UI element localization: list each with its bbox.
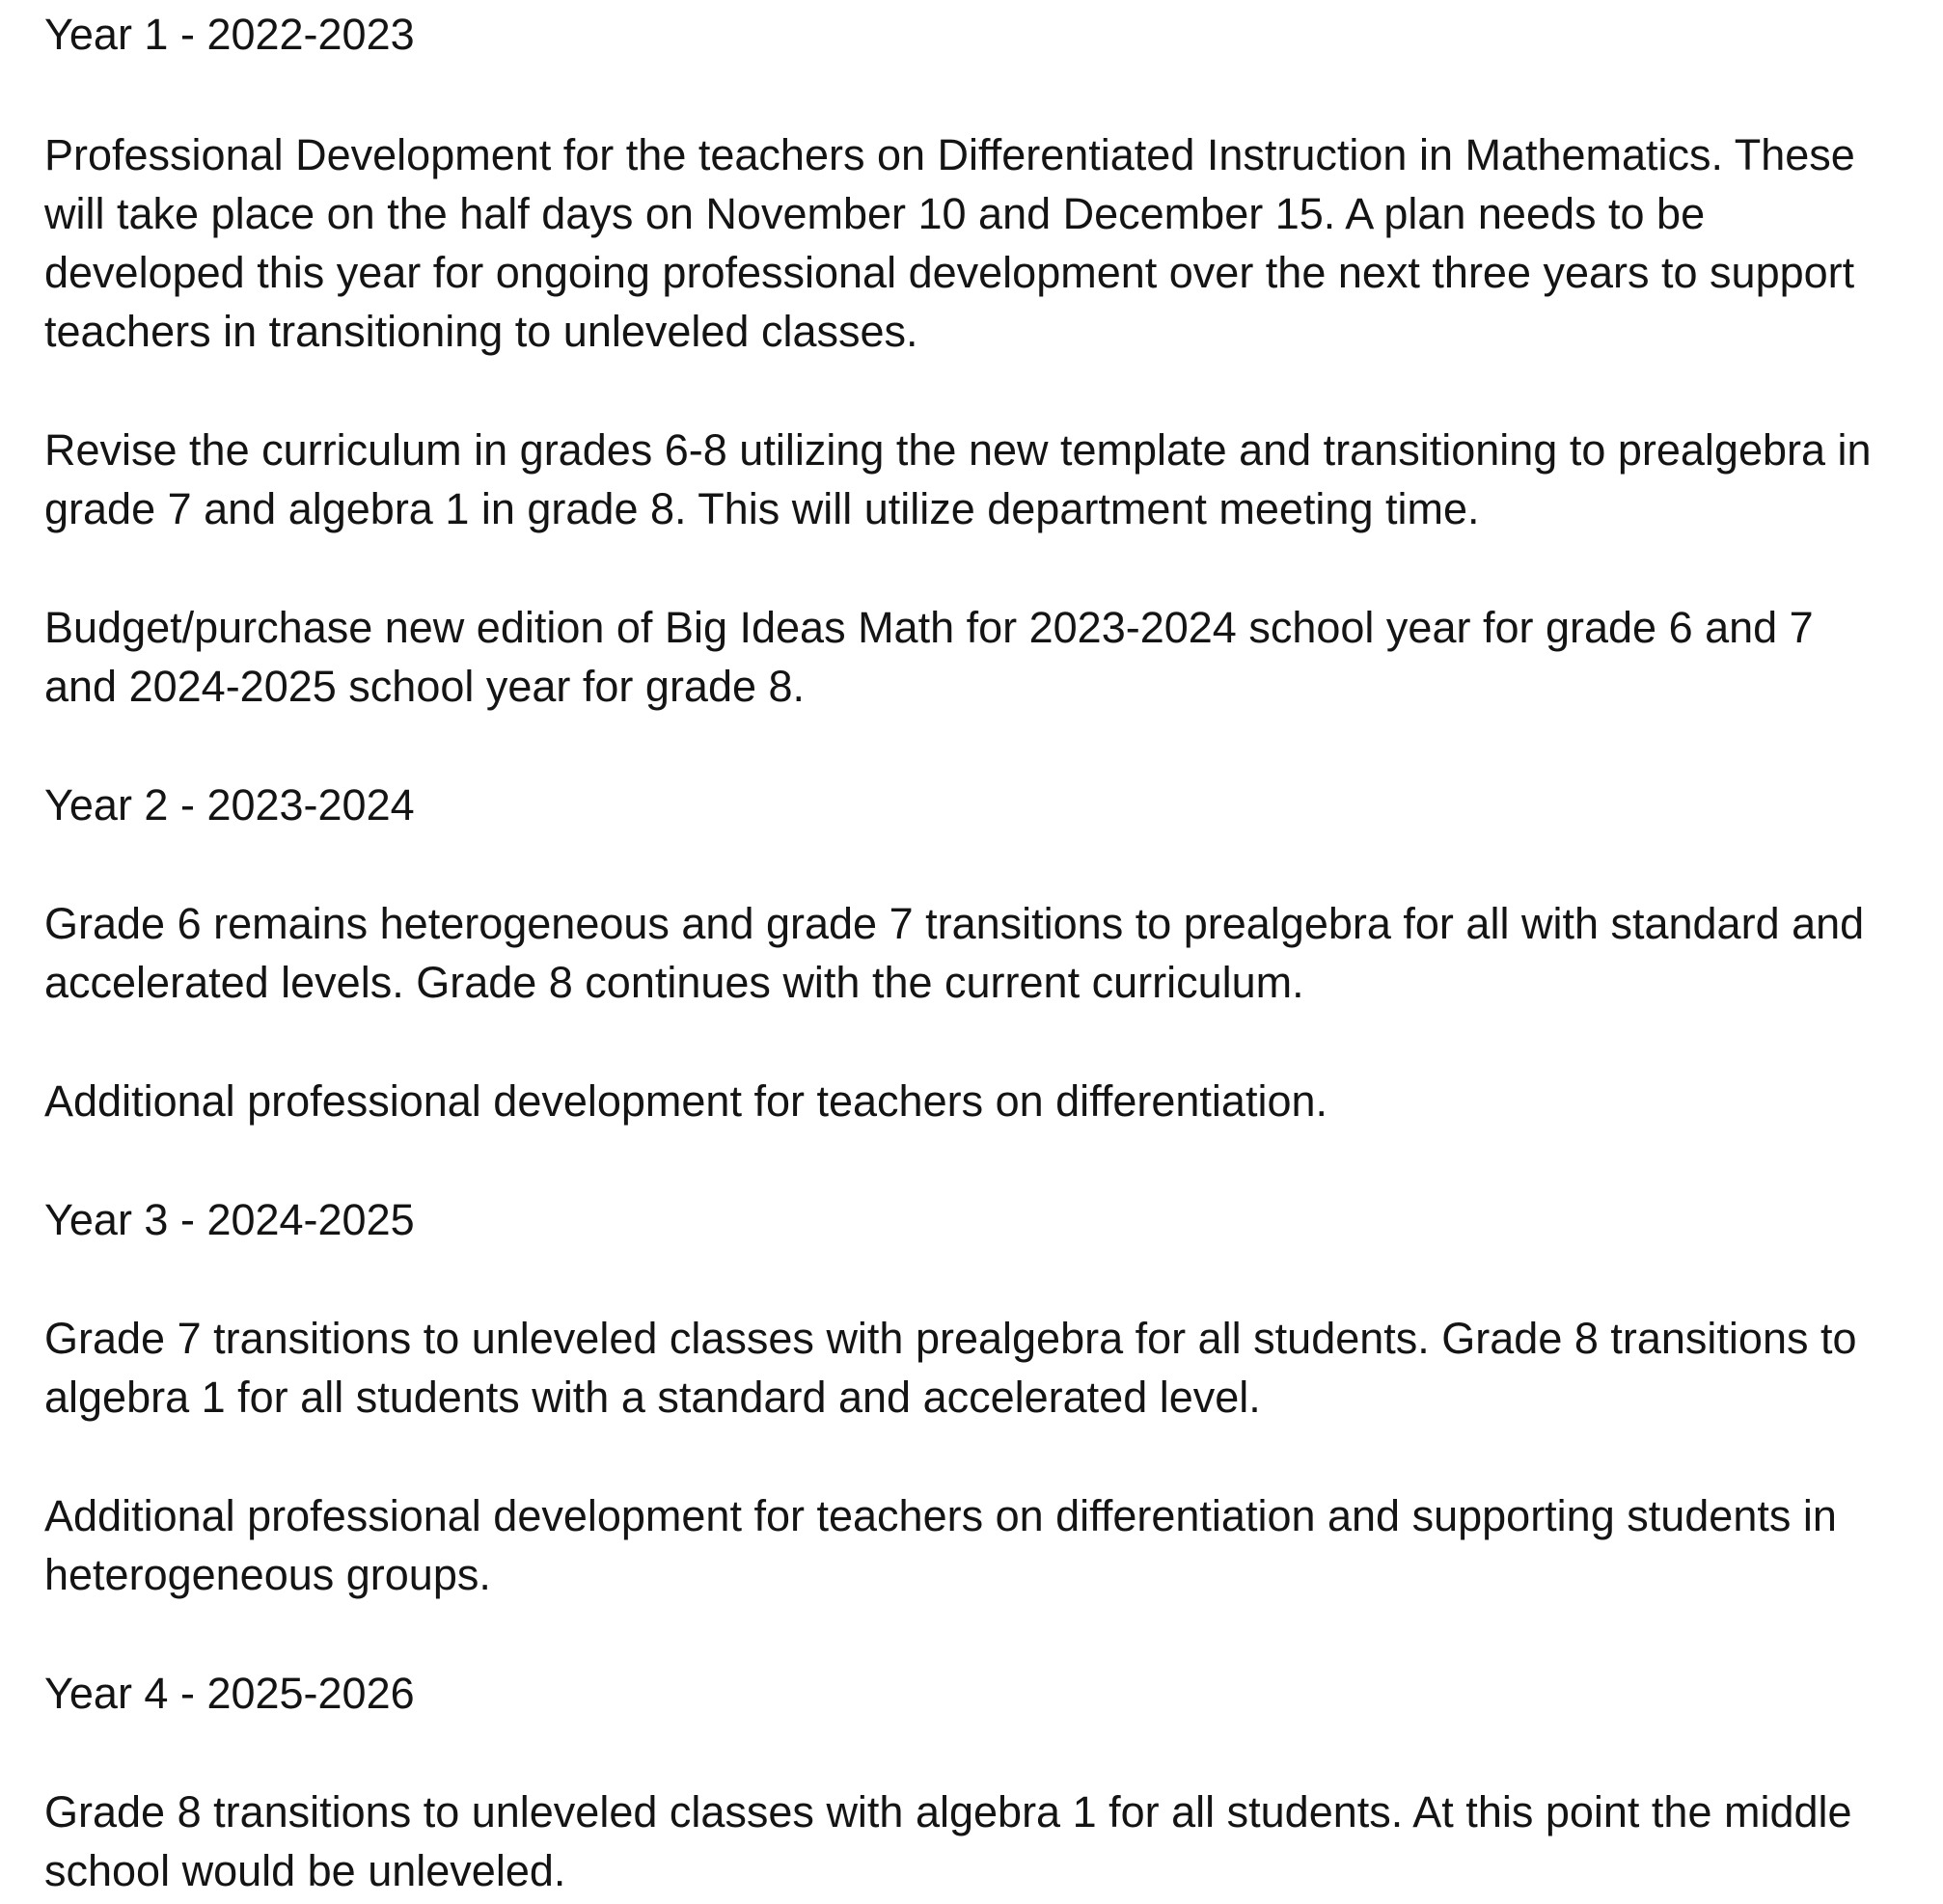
year-1-para-1-line-4: teachers in transitioning to unleveled classes. <box>44 307 918 356</box>
year-1-heading: Year 1 - 2022-2023 <box>44 10 415 59</box>
year-3-para-1-line-1: Grade 7 transitions to unleveled classes with prealgebra for all students. Grade 8 transitions to <box>44 1314 1857 1363</box>
year-3-para-2-line-1: Additional professional development for teachers on differentiation and supporting students in <box>44 1491 1837 1540</box>
year-1-para-1-line-1: Professional Development for the teachers on Differentiated Instruction in Mathematics. These <box>44 130 1855 179</box>
year-2-para-1-line-1: Grade 6 remains heterogeneous and grade 7 transitions to prealgebra for all with standard and <box>44 899 1865 948</box>
year-1-para-2-line-2: grade 7 and algebra 1 in grade 8. This will utilize department meeting time. <box>44 484 1480 533</box>
year-3-para-2-line-2: heterogeneous groups. <box>44 1550 491 1599</box>
year-2-para-1-line-2: accelerated levels. Grade 8 continues with the current curriculum. <box>44 958 1304 1007</box>
year-1-para-2-line-1: Revise the curriculum in grades 6-8 utilizing the new template and transitioning to prealgebra in <box>44 425 1872 475</box>
year-1-para-3-line-2: and 2024-2025 school year for grade 8. <box>44 662 806 711</box>
year-3-para-1-line-2: algebra 1 for all students with a standard and accelerated level. <box>44 1373 1261 1422</box>
year-3-heading: Year 3 - 2024-2025 <box>44 1195 415 1244</box>
year-1-para-1-line-3: developed this year for ongoing professional development over the next three years to support <box>44 248 1855 297</box>
year-2-para-2-line-1: Additional professional development for teachers on differentiation. <box>44 1076 1328 1126</box>
year-4-para-1-line-2: school would be unleveled. <box>44 1846 566 1895</box>
year-4-heading: Year 4 - 2025-2026 <box>44 1669 415 1718</box>
year-2-heading: Year 2 - 2023-2024 <box>44 780 415 830</box>
year-1-para-3-line-1: Budget/purchase new edition of Big Ideas Math for 2023-2024 school year for grade 6 and 7 <box>44 603 1814 652</box>
year-4-para-1-line-1: Grade 8 transitions to unleveled classes with algebra 1 for all students. At this point the middle <box>44 1787 1852 1836</box>
year-1-para-1-line-2: will take place on the half days on November 10 and December 15. A plan needs to be <box>44 189 1706 238</box>
